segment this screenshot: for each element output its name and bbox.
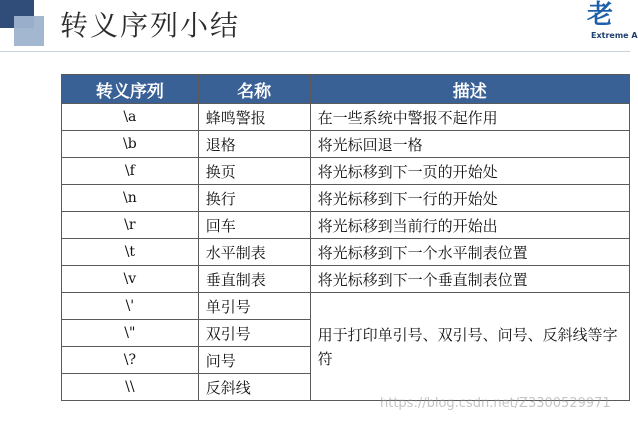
cell-description: 将光标移到下一行的开始处	[310, 185, 629, 212]
cell-description: 将光标回退一格	[310, 131, 629, 158]
table-row	[62, 293, 630, 320]
title-decoration-light-square	[14, 16, 44, 46]
table-row	[62, 185, 630, 212]
cell-description: 在一些系统中警报不起作用	[310, 104, 629, 131]
cell-sequence: \r	[62, 212, 199, 239]
cell-sequence: \a	[62, 104, 199, 131]
table-row	[62, 104, 630, 131]
cell-sequence: \?	[62, 347, 199, 374]
cell-name: 双引号	[198, 320, 310, 347]
table-row	[62, 266, 630, 293]
logo: 老	[587, 0, 614, 30]
cell-name: 退格	[198, 131, 310, 158]
table-row	[62, 239, 630, 266]
logo-subtitle: Extreme A	[591, 31, 638, 40]
table-row	[62, 212, 630, 239]
slide-title: 转义序列小结	[60, 9, 241, 42]
cell-description: 将光标移到下一个水平制表位置	[310, 239, 629, 266]
header-escape-sequence: 转义序列	[62, 75, 199, 104]
header-description: 描述	[310, 75, 629, 104]
header-name: 名称	[198, 75, 310, 104]
cell-sequence: \v	[62, 266, 199, 293]
title-divider	[0, 51, 630, 52]
cell-name: 反斜线	[198, 374, 310, 401]
cell-sequence: \t	[62, 239, 199, 266]
cell-sequence: \\	[62, 374, 199, 401]
cell-name: 换行	[198, 185, 310, 212]
cell-sequence: \b	[62, 131, 199, 158]
table-row	[62, 158, 630, 185]
cell-name: 回车	[198, 212, 310, 239]
cell-name: 水平制表	[198, 239, 310, 266]
cell-sequence: \f	[62, 158, 199, 185]
cell-name: 换页	[198, 158, 310, 185]
cell-sequence: \"	[62, 320, 199, 347]
cell-name: 单引号	[198, 293, 310, 320]
cell-description: 将光标移到当前行的开始出	[310, 212, 629, 239]
cell-name: 垂直制表	[198, 266, 310, 293]
cell-sequence: \'	[62, 293, 199, 320]
escape-sequence-table	[61, 74, 630, 401]
cell-description: 将光标移到下一个垂直制表位置	[310, 266, 629, 293]
watermark: https://blog.csdn.net/Z3300529971	[380, 396, 611, 411]
cell-description-merged: 用于打印单引号、双引号、问号、反斜线等字符	[310, 293, 629, 401]
cell-description: 将光标移到下一页的开始处	[310, 158, 629, 185]
cell-name: 问号	[198, 347, 310, 374]
cell-sequence: \n	[62, 185, 199, 212]
table-row	[62, 131, 630, 158]
table-header-row	[62, 75, 630, 104]
cell-name: 蜂鸣警报	[198, 104, 310, 131]
